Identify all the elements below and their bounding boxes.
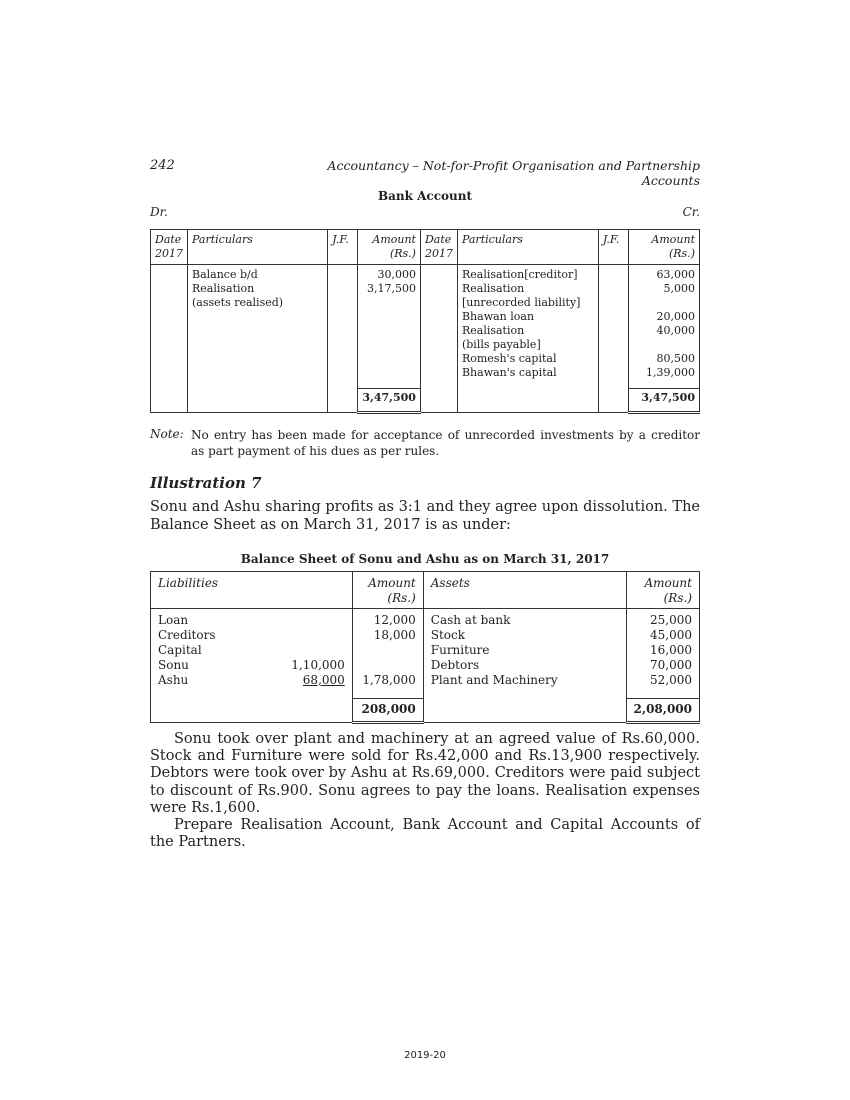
debit-amount-header: Amount (Rs.) — [358, 230, 421, 265]
debit-amounts: 30,000 3,17,500 — [358, 265, 421, 389]
liabilities-list: Loan Creditors Capital Sonu 1,10,000 Ashu 68,000 — [151, 609, 353, 699]
sonu-capital: 1,10,000 — [291, 658, 345, 672]
asset-amount-header: Amount (Rs.) — [626, 572, 699, 609]
problem-text — [150, 731, 700, 851]
page-number: 242 — [150, 158, 175, 173]
liab-amount-header: Amount (Rs.) — [352, 572, 423, 609]
illustration-heading: Illustration 7 — [150, 474, 262, 492]
debit-particulars-header: Particulars — [188, 230, 328, 265]
assets-header: Assets — [423, 572, 626, 609]
credit-amount-header: Amount (Rs.) — [628, 230, 699, 265]
balance-sheet-title: Balance Sheet of Sonu and Ashu as on March 31, 2017 — [240, 552, 610, 566]
balance-sheet-table — [150, 571, 700, 724]
running-title: Accountancy – Not-for-Profit Organisation and Partnership Accounts — [327, 158, 700, 188]
cr-label: Cr. — [682, 205, 700, 219]
debit-total: 3,47,500 — [358, 388, 421, 412]
bs-body — [151, 609, 700, 699]
bank-account-table — [150, 229, 700, 414]
liabilities-header: Liabilities — [151, 572, 353, 609]
illustration-intro: Sonu and Ashu sharing profits as 3:1 and they agree upon dissolution. The Balance Sheet as on March 31, 2017 is as under: — [150, 499, 700, 533]
assets-list: Cash at bank Stock Furniture Debtors Plant and Machinery — [423, 609, 626, 699]
bank-account-title: Bank Account — [377, 189, 473, 203]
liab-amounts: 12,000 18,000 1,78,000 — [352, 609, 423, 699]
bank-table-header — [151, 230, 700, 265]
credit-jf-header: J.F. — [598, 230, 628, 265]
bank-table-totals — [151, 388, 700, 412]
credit-date-header: Date 2017 — [420, 230, 457, 265]
ashu-capital: 68,000 — [302, 673, 345, 687]
asset-amounts: 25,000 45,000 16,000 70,000 52,000 — [626, 609, 699, 699]
bs-header — [151, 572, 700, 609]
problem-para-2: Prepare Realisation Account, Bank Account and Capital Accounts of the Partners. — [150, 817, 700, 851]
note-label: Note: — [150, 427, 184, 441]
credit-particulars: Realisation[creditor] Realisation [unrecorded liability] Bhawan loan Realisation (bills payable] Romesh's capital Bhawan's capital — [457, 265, 598, 389]
bs-totals — [151, 699, 700, 723]
debit-particulars: Balance b/d Realisation (assets realised) — [188, 265, 328, 389]
credit-particulars-header: Particulars — [457, 230, 598, 265]
note-text: No entry has been made for acceptance of unrecorded investments by a creditor as part payment of his dues as per rules. — [191, 428, 700, 458]
dr-label: Dr. — [150, 205, 168, 219]
debit-jf-header: J.F. — [328, 230, 358, 265]
credit-amounts: 63,000 5,000 20,000 40,000 80,500 1,39,000 — [628, 265, 699, 389]
debit-date-header: Date 2017 — [151, 230, 188, 265]
liabilities-total: 208,000 — [352, 699, 423, 723]
footer-year: 2019-20 — [404, 1050, 446, 1061]
assets-total: 2,08,000 — [626, 699, 699, 723]
problem-para-1: Sonu took over plant and machinery at an agreed value of Rs.60,000. Stock and Furniture were sold for Rs.42,000 and Rs.13,900 respectively. Debtors were took over by Ashu at Rs.69,000. Creditors were paid subject to discount of Rs.900. Sonu agrees to pay the loans. Realisation expenses were Rs.1,600. — [150, 731, 700, 816]
credit-total: 3,47,500 — [628, 388, 699, 412]
bank-table-body — [151, 265, 700, 389]
